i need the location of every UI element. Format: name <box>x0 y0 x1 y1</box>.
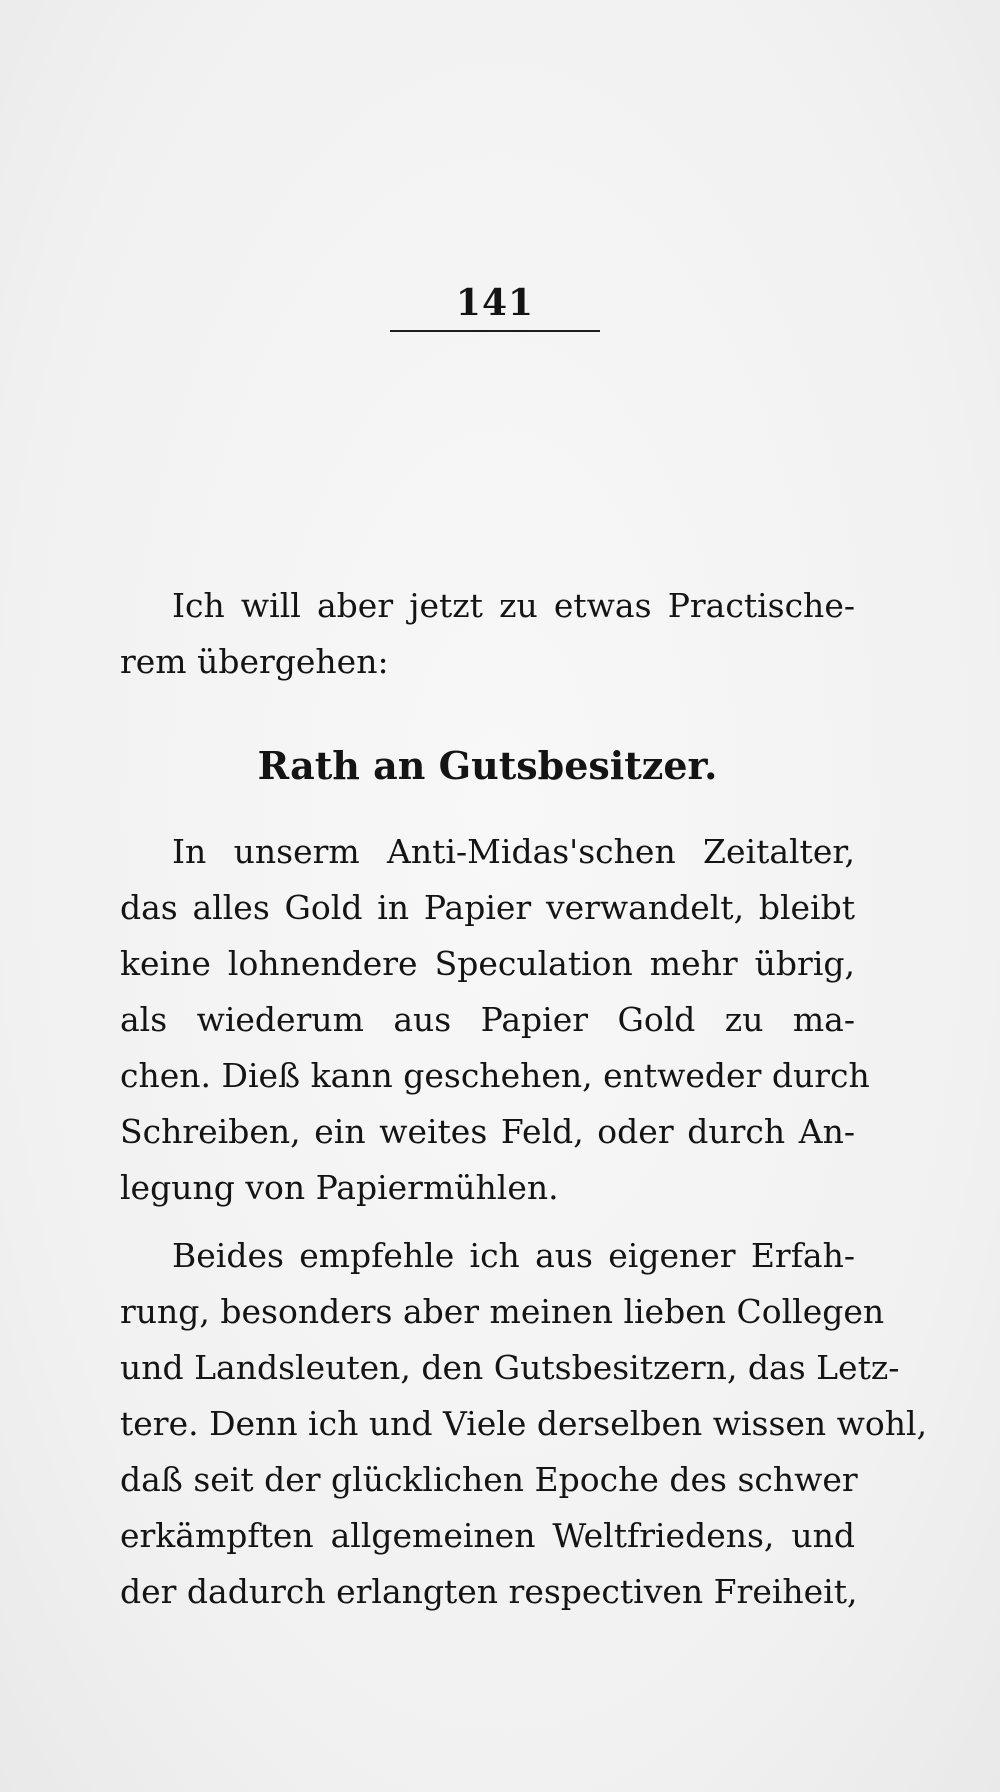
page-number: 141 <box>455 282 535 324</box>
paragraph-line: In unserm Anti-Midas'schen Zeitalter, <box>172 832 855 871</box>
paragraph-line: das alles Gold in Papier verwandelt, bleibt <box>120 888 855 927</box>
paragraph-line: Beides empfehle ich aus eigener Erfah- <box>172 1236 855 1275</box>
paragraph-line: als wiederum aus Papier Gold zu ma- <box>120 1000 855 1039</box>
paragraph-line: erkämpften allgemeinen Weltfriedens, und <box>120 1516 855 1555</box>
show-through-bleed <box>120 380 855 604</box>
paragraph-line: keine lohnendere Speculation mehr übrig, <box>120 944 855 983</box>
intro-line: rem übergehen: <box>120 642 389 681</box>
paragraph-line: chen. Dieß kann geschehen, entweder durch <box>120 1056 870 1095</box>
header-rule <box>390 330 600 332</box>
intro-line: Ich will aber jetzt zu etwas Practische- <box>172 586 855 625</box>
paragraph-line: und Landsleuten, den Gutsbesitzern, das Letz- <box>120 1348 900 1387</box>
paragraph-line: tere. Denn ich und Viele derselben wissen wohl, <box>120 1404 928 1443</box>
paragraph-line: daß seit der glücklichen Epoche des schwer <box>120 1460 858 1499</box>
paragraph-line: rung, besonders aber meinen lieben Collegen <box>120 1292 885 1331</box>
paragraph-line: legung von Papiermühlen. <box>120 1168 559 1207</box>
paragraph-line: der dadurch erlangten respectiven Freiheit, <box>120 1572 858 1611</box>
paragraph-line: Schreiben, ein weites Feld, oder durch An- <box>120 1112 855 1151</box>
section-heading: Rath an Gutsbesitzer. <box>257 743 718 788</box>
